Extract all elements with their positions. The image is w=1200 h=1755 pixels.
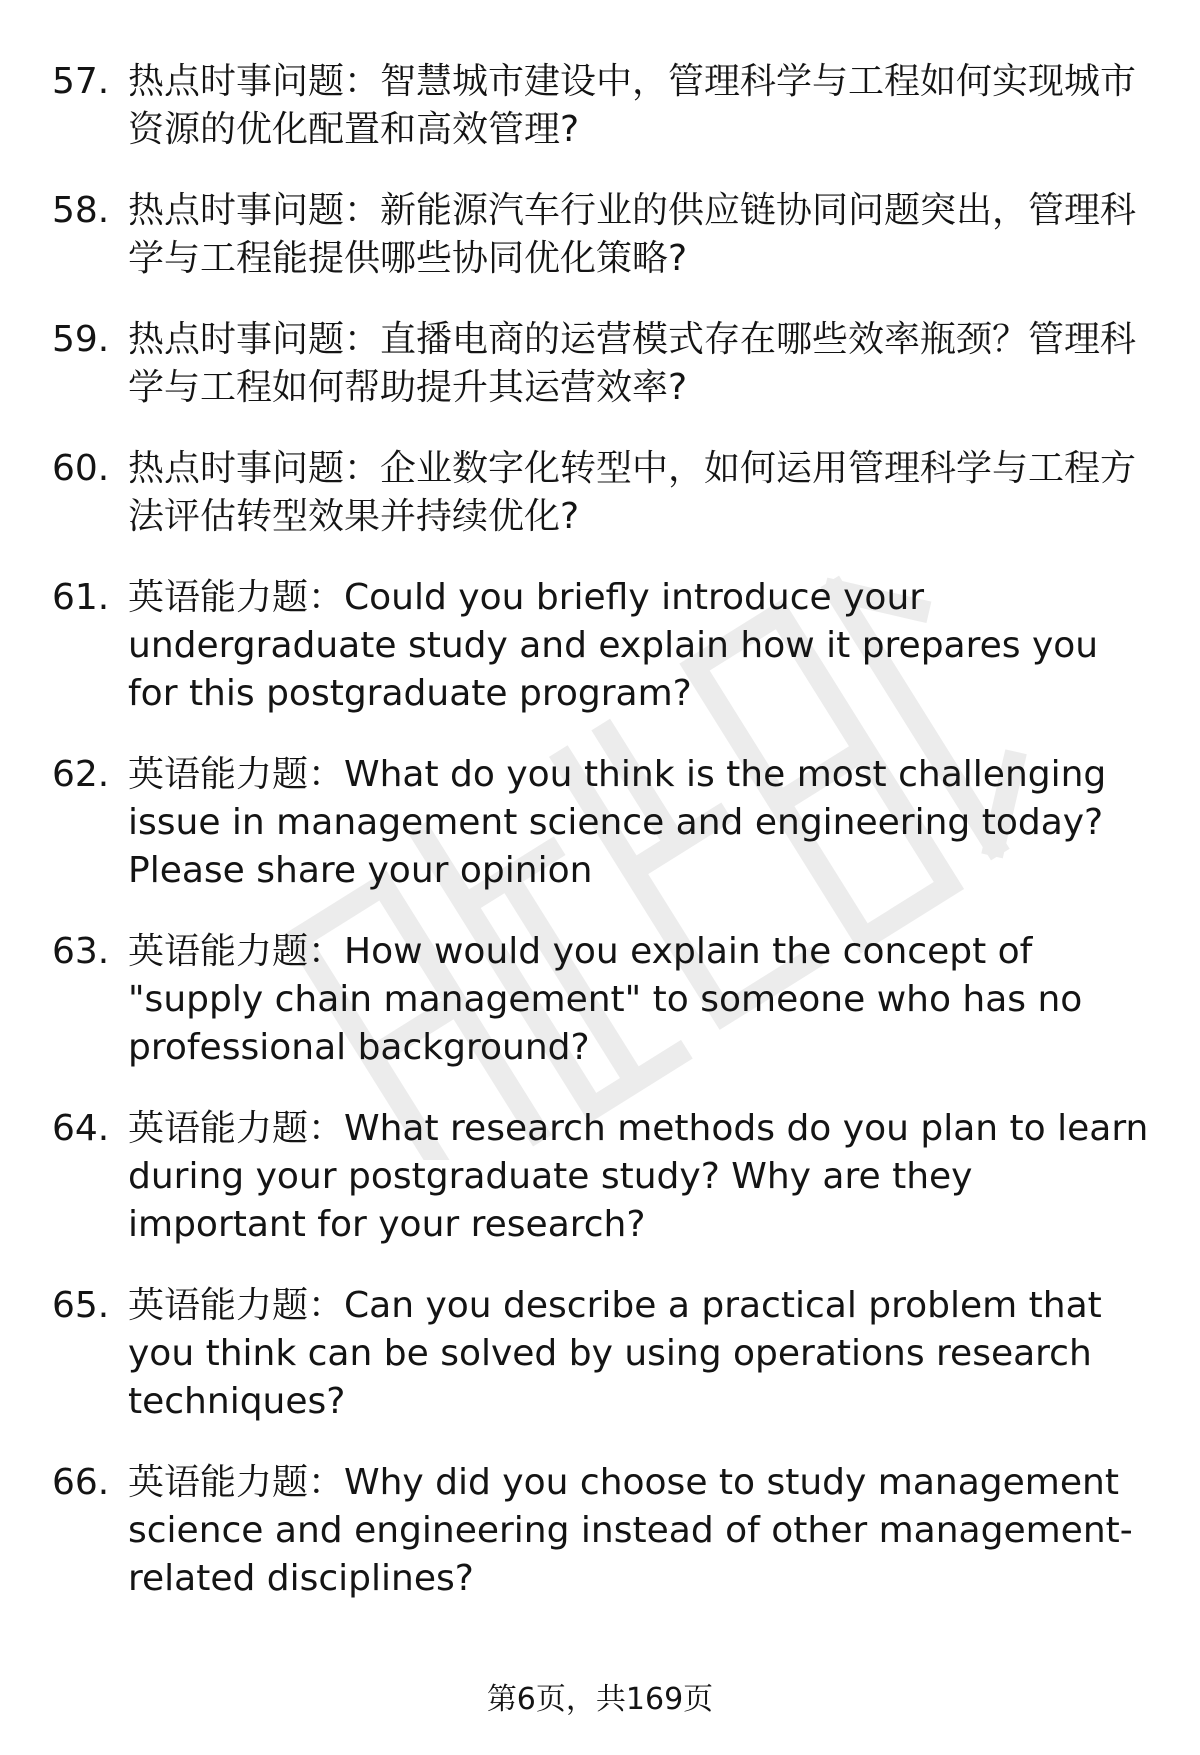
question-number: 66.: [52, 1462, 110, 1503]
question-number: 58.: [52, 190, 110, 231]
page-footer: 第6页，共169页: [486, 1682, 714, 1717]
question-item: [0, 574, 1200, 718]
question-item: [0, 1282, 1200, 1426]
question-text: 英语能力题：Why did you choose to study management science and engineering instead of other management-related disciplines?: [128, 1462, 1133, 1599]
question-text: 英语能力题：Could you briefly introduce your undergraduate study and explain how it prepares you for this postgraduate program?: [128, 577, 1099, 714]
question-item: [0, 928, 1200, 1072]
question-item: [0, 316, 1200, 412]
question-number: 60.: [52, 448, 110, 489]
question-text: 热点时事问题：新能源汽车行业的供应链协同问题突出，管理科学与工程能提供哪些协同优化策略?: [128, 190, 1137, 279]
question-item: [0, 751, 1200, 895]
question-text: 热点时事问题：企业数字化转型中，如何运用管理科学与工程方法评估转型效果并持续优化?: [128, 448, 1137, 537]
question-list: [0, 58, 1200, 1636]
question-text: 英语能力题：What research methods do you plan to learn during your postgraduate study? Why are they important for your research?: [128, 1108, 1149, 1245]
question-number: 64.: [52, 1108, 110, 1149]
question-text: 英语能力题：Can you describe a practical problem that you think can be solved by using operations research techniques?: [128, 1285, 1102, 1422]
question-item: [0, 1459, 1200, 1603]
question-item: [0, 445, 1200, 541]
question-number: 59.: [52, 319, 110, 360]
question-text: 热点时事问题：智慧城市建设中，管理科学与工程如何实现城市资源的优化配置和高效管理?: [128, 61, 1137, 150]
question-item: [0, 187, 1200, 283]
question-text: 热点时事问题：直播电商的运营模式存在哪些效率瓶颈？管理科学与工程如何帮助提升其运营效率?: [128, 319, 1137, 408]
question-number: 61.: [52, 577, 110, 618]
question-number: 63.: [52, 931, 110, 972]
question-text: 英语能力题：What do you think is the most challenging issue in management science and engineering today? Please share your opinion: [128, 754, 1107, 891]
question-number: 62.: [52, 754, 110, 795]
question-item: [0, 58, 1200, 154]
question-item: [0, 1105, 1200, 1249]
question-number: 65.: [52, 1285, 110, 1326]
question-text: 英语能力题：How would you explain the concept of "supply chain management" to someone who has no professional background?: [128, 931, 1083, 1068]
question-number: 57.: [52, 61, 110, 102]
